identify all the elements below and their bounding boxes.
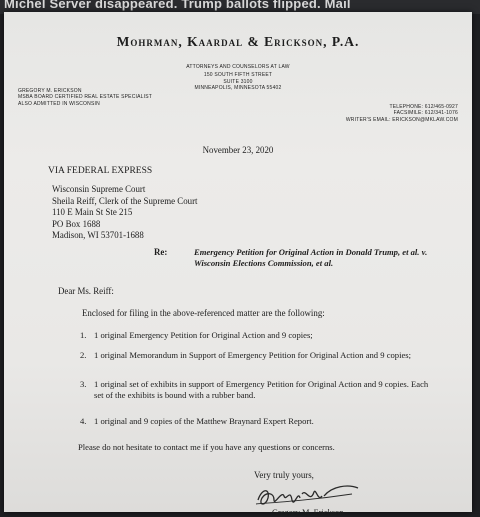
list-item (80, 350, 432, 361)
list-item-text: 1 original set of exhibits in support of Emergency Petition for Original Action and 9 copies. Each set of the exhibits is bound with a rubber band. (94, 379, 429, 400)
firm-address-line: MINNEAPOLIS, MINNESOTA 55402 (194, 85, 282, 92)
valediction: Very truly yours, (254, 470, 314, 480)
list-item-number: 2. (80, 350, 87, 360)
list-item-text: 1 original and 9 copies of the Matthew Braynard Expert Report. (94, 416, 314, 426)
list-item-number: 3. (80, 379, 87, 389)
list-item (80, 379, 432, 401)
list-item (80, 330, 432, 341)
attorney-info (18, 88, 152, 107)
closing-note: Please do not hesitate to contact me if you have any questions or concerns. (78, 442, 335, 452)
recipient-line: Sheila Reiff, Clerk of the Supreme Court (52, 195, 198, 206)
recipient-line: 110 E Main St Ste 215 (52, 207, 133, 217)
contact-line: TELEPHONE: 612/465-0927 (389, 104, 458, 110)
letter-date: November 23, 2020 (202, 145, 274, 155)
ticker-text: Michel Server disappeared. Trump ballots flipped. Mail (4, 0, 351, 11)
recipient-address (52, 184, 198, 242)
list-item-number: 1. (80, 330, 87, 340)
firm-name: Mohrman, Kaardal & Erickson, P.A. (116, 34, 360, 49)
salutation: Dear Ms. Reiff: (58, 286, 114, 296)
firm-tagline: ATTORNEYS AND COUNSELORS AT LAW (186, 64, 290, 70)
recipient-line: Wisconsin Supreme Court (52, 184, 146, 194)
signer-name: Gregory M. Erickson (272, 508, 344, 517)
list-item-number: 4. (80, 416, 87, 426)
attorney-line: MSBA BOARD CERTIFIED REAL ESTATE SPECIALIST (18, 94, 153, 101)
letter-page (4, 12, 472, 517)
intro-paragraph: Enclosed for filing in the above-referenced matter are the following: (82, 308, 325, 318)
contact-line: WRITER'S EMAIL: ERICKSON@MKLAW.COM (345, 116, 458, 123)
attorney-line: ALSO ADMITTED IN WISCONSIN (18, 100, 100, 107)
re-subject: Emergency Petition for Original Action in Donald Trump, et al. v. Wisconsin Elections Commission, et al. (194, 247, 428, 268)
signature-image (252, 478, 362, 512)
recipient-line: PO Box 1688 (52, 218, 101, 229)
contact-info (346, 104, 458, 123)
list-item-text: 1 original Emergency Petition for Original Action and 9 copies; (94, 330, 313, 340)
attorney-line: GREGORY M. ERICKSON (18, 88, 82, 94)
firm-address-line: SUITE 3100 (223, 78, 253, 85)
list-item-text: 1 original Memorandum in Support of Emergency Petition for Original Action and 9 copies; (94, 350, 412, 360)
recipient-line: Madison, WI 53701-1688 (52, 230, 144, 240)
firm-address-line: 150 SOUTH FIFTH STREET (203, 72, 273, 79)
delivery-method: VIA FEDERAL EXPRESS (48, 166, 153, 176)
list-item (80, 416, 432, 427)
contact-line: FACSIMILE: 612/341-1076 (393, 110, 458, 117)
re-label: Re: (154, 247, 168, 257)
